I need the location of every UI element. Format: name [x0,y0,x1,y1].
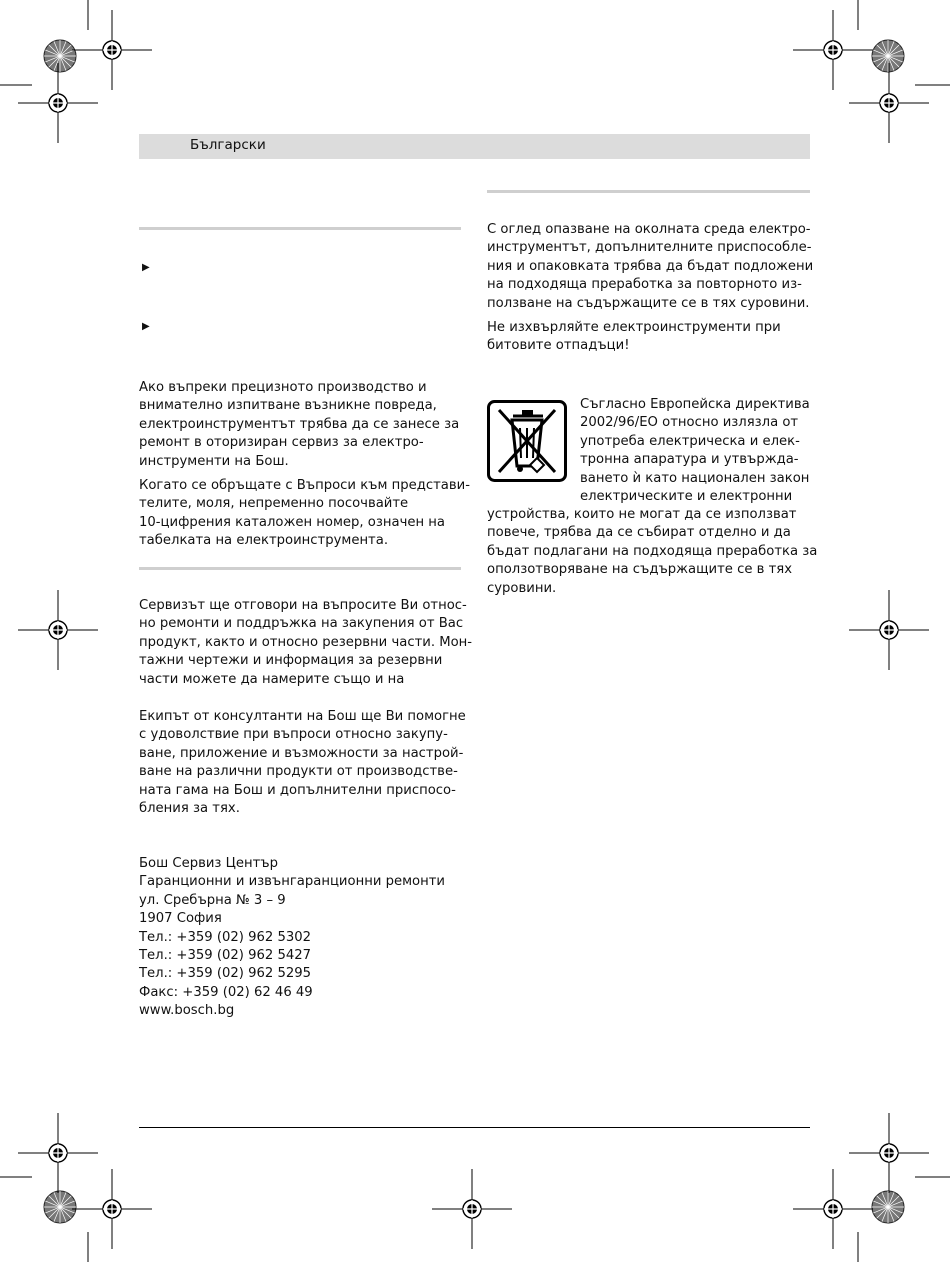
weee-directive-continued: устройства, които не могат да се използват повече, трябва да се събират отделно и да бъдат подлагани на подходяща преработка за оползотворяване на съдържащите се в тях суровини. [487,507,818,596]
bullet-marker: ▶ [142,321,150,332]
repair-paragraph: Ако въпреки прецизното производство и внимателно изпитване възникне повреда, електроинструментът трябва да се занесе за ремонт в оторизиран сервиз за електро- инструменти на Бош. [139,380,460,469]
service-paragraph: Сервизът ще отговори на въпросите Ви относ- но ремонти и поддръжка на закупения от Вас продукт, както и относно резервни части. Мон- тажни чертежи и информация за резервни части можете да намерите също и на [139,598,473,687]
phone-line: Тел.: +359 (02) 962 5427 [139,948,312,964]
address-line: Гаранционни и извънгаранционни ремонти [139,874,445,890]
bullet-marker: ▶ [142,262,150,273]
service-address [139,855,445,1021]
address-line: Бош Сервиз Център [139,856,278,871]
phone-line: Тел.: +359 (02) 962 5302 [139,929,312,945]
fax-line: Факс: +359 (02) 62 46 49 [139,984,313,1000]
disposal-paragraph: С оглед опазване на околната среда електро- инструментът, допълнителните приспособле- ния и опаковката трябва да бъдат подложени на подходяща преработка за повторното из- ползване на съдържащите се в тях суровини. [487,222,814,311]
weee-directive-text: Съгласно Европейска директива 2002/96/ЕО относно излязла от употреба електрическа и елек- тронна апаратура и утвържда- ването ѝ като национален закон електрическите и електронни [580,397,810,505]
address-line: ул. Сребърна № 3 – 9 [139,892,286,908]
catalog-number-paragraph: Когато се обръщате с Въпроси към представи- телите, моля, непременно посочвайте 10-цифрения каталожен номер, означен на табелката на електроинструмента. [139,478,470,549]
section-rule-right-top [487,190,810,193]
crossed-out-wheelie-bin-icon [487,400,567,482]
website-line: www.bosch.bg [139,1003,235,1019]
phone-line: Тел.: +359 (02) 962 5295 [139,966,312,982]
address-line: 1907 София [139,911,222,927]
household-waste-warning: Не изхвърляйте електроинструменти при битовите отпадъци! [487,320,781,354]
section-rule-left-top [139,227,461,230]
footer-rule [139,1127,810,1128]
language-label: Български [190,137,266,153]
consulting-paragraph: Екипът от консултанти на Бош ще Ви помогне с удоволствие при въпроси относно закупу- ване, приложение и възможности за настрой- ване на различни продукти от производстве- ната гама на Бош и допълнителни приспосо- бления за тях. [139,709,466,817]
section-rule-left-middle [139,567,461,570]
